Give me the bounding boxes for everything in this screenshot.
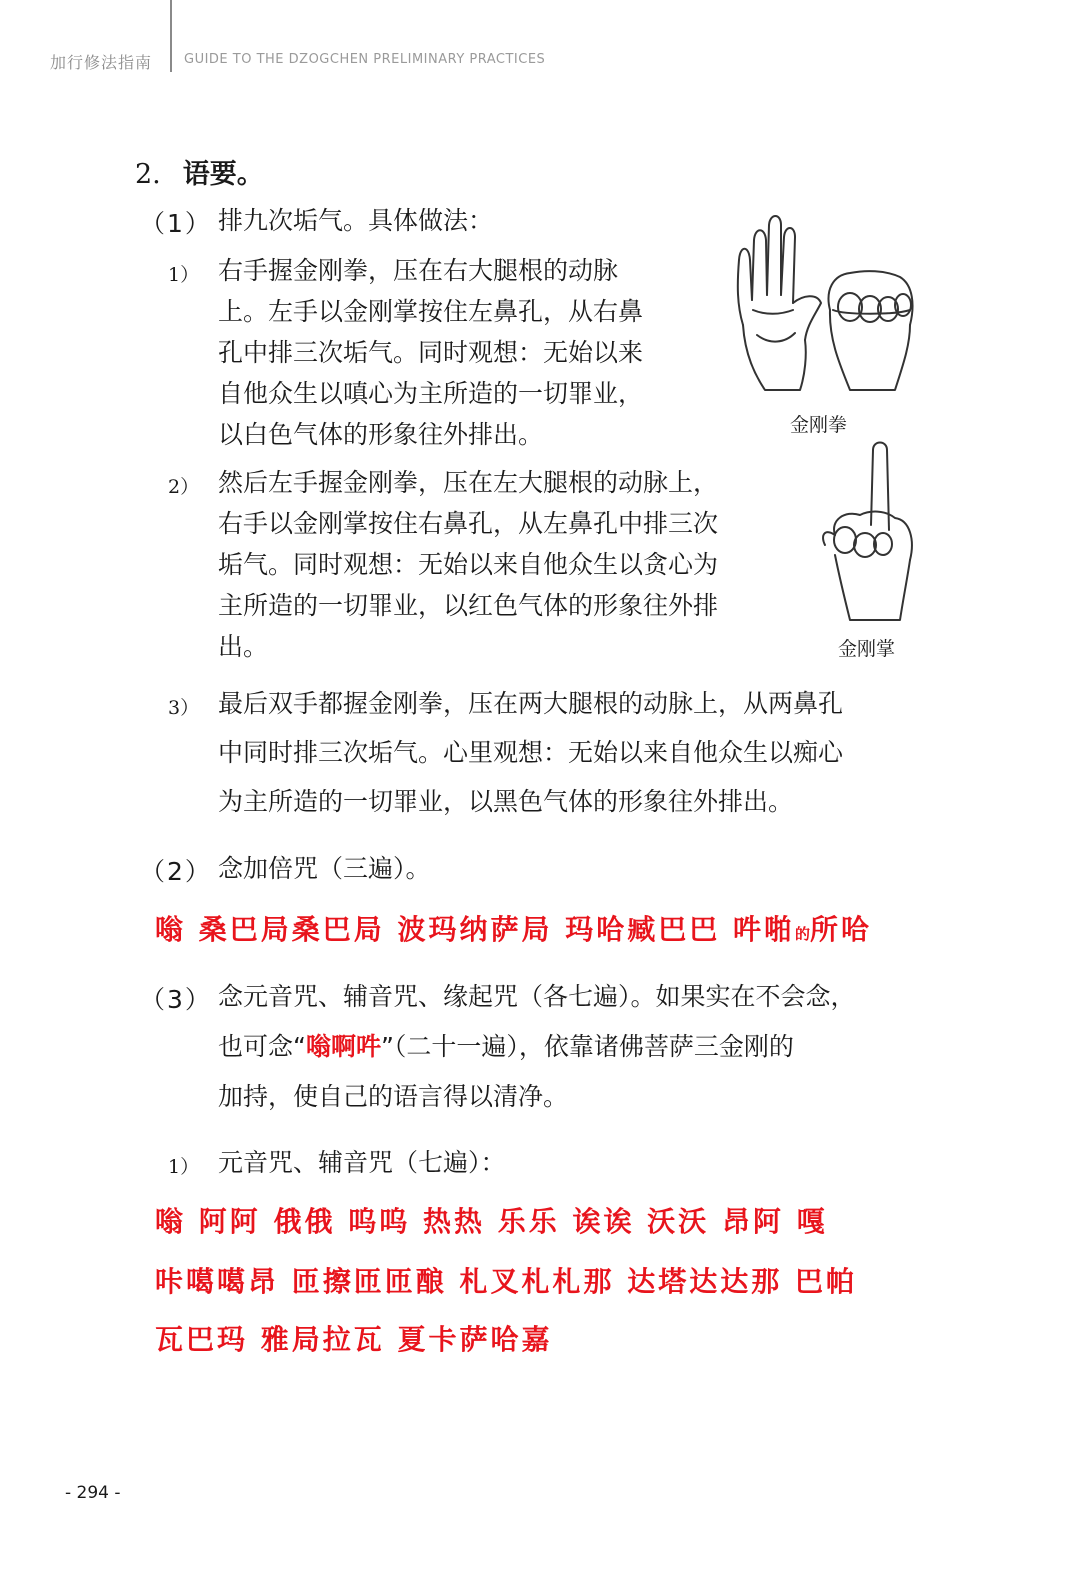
mantra-doubling-main: 嗡 桑巴局桑巴局 波玛纳萨局 玛哈臧巴巴 吽啪 xyxy=(155,913,795,946)
item-2-line: 然后左手握金刚拳，压在左大腿根的动脉上， xyxy=(218,468,719,497)
running-header-subtitle: GUIDE TO THE DZOGCHEN PRELIMINARY PRACTICES xyxy=(184,52,546,67)
header-divider xyxy=(170,0,172,72)
page-number: - 294 - xyxy=(65,1483,121,1503)
sub-item-heading: 元音咒、辅音咒（七遍）： xyxy=(218,1148,506,1177)
vajra-fist-illustration xyxy=(725,215,925,400)
mantra-vowel-line: 瓦巴玛 雅局拉瓦 夏卡萨哈嘉 xyxy=(155,1323,553,1356)
part3-label: （3） xyxy=(140,985,212,1014)
item-3-line: 为主所造的一切罪业，以黑色气体的形象往外排出。 xyxy=(218,787,794,816)
item-1-line: 上。左手以金刚掌按住左鼻孔，从右鼻 xyxy=(218,297,644,326)
part1-heading: 排九次垢气。具体做法： xyxy=(218,206,494,235)
caption-vajra-fist: 金刚拳 xyxy=(790,414,848,436)
item-2-line: 主所造的一切罪业，以红色气体的形象往外排 xyxy=(218,591,719,620)
running-header-title: 加行修法指南 xyxy=(50,53,153,72)
item-3-line: 最后双手都握金刚拳，压在两大腿根的动脉上，从两鼻孔 xyxy=(218,689,844,718)
mantra-doubling xyxy=(155,908,872,948)
item-3-line: 中同时排三次垢气。心里观想：无始以来自他众生以痴心 xyxy=(218,738,844,767)
item-2-line: 垢气。同时观想：无始以来自他众生以贪心为 xyxy=(218,550,719,579)
vajra-palm-illustration xyxy=(815,440,920,625)
section-number: 2. xyxy=(135,159,161,190)
sub-item-number: 1） xyxy=(168,1156,200,1178)
section-title: 语要。 xyxy=(182,159,264,190)
part3-line2-post: ”（二十一遍），依靠诸佛菩萨三金刚的 xyxy=(380,1032,794,1061)
part2-heading: 念加倍咒（三遍）。 xyxy=(218,854,431,883)
mantra-doubling-small: 的 xyxy=(795,925,811,943)
part3-line: 加持，使自己的语言得以清净。 xyxy=(218,1082,569,1111)
item-3-number: 3） xyxy=(168,697,200,719)
part1-label: （1） xyxy=(140,209,212,238)
section-heading xyxy=(135,152,264,191)
part3-line: 念元音咒、辅音咒、缘起咒（各七遍）。如果实在不会念， xyxy=(218,982,856,1011)
part2-label: （2） xyxy=(140,857,212,886)
item-2-line: 右手以金刚掌按住右鼻孔，从左鼻孔中排三次 xyxy=(218,509,719,538)
mantra-vowel-line: 咔噶噶昂 匝擦匝匝酿 札叉札札那 达塔达达那 巴帕 xyxy=(155,1265,857,1298)
part3-line xyxy=(218,1023,794,1071)
item-1-line: 孔中排三次垢气。同时观想：无始以来 xyxy=(218,338,644,367)
mantra-om-ah-hum: 嗡啊吽 xyxy=(305,1032,381,1061)
item-2-number: 2） xyxy=(168,476,200,498)
mantra-doubling-end: 所哈 xyxy=(810,913,873,946)
item-2-line: 出。 xyxy=(218,632,269,661)
item-1-line: 以白色气体的形象往外排出。 xyxy=(218,420,544,449)
item-1-line: 自他众生以嗔心为主所造的一切罪业， xyxy=(218,379,644,408)
item-1-number: 1） xyxy=(168,264,200,286)
part3-line2-pre: 也可念“ xyxy=(218,1032,306,1061)
caption-vajra-palm: 金刚掌 xyxy=(838,638,896,660)
item-1-line: 右手握金刚拳，压在右大腿根的动脉 xyxy=(218,256,619,285)
mantra-vowel-line: 嗡 阿阿 俄俄 呜呜 热热 乐乐 诶诶 沃沃 昂阿 嘎 xyxy=(155,1205,828,1238)
